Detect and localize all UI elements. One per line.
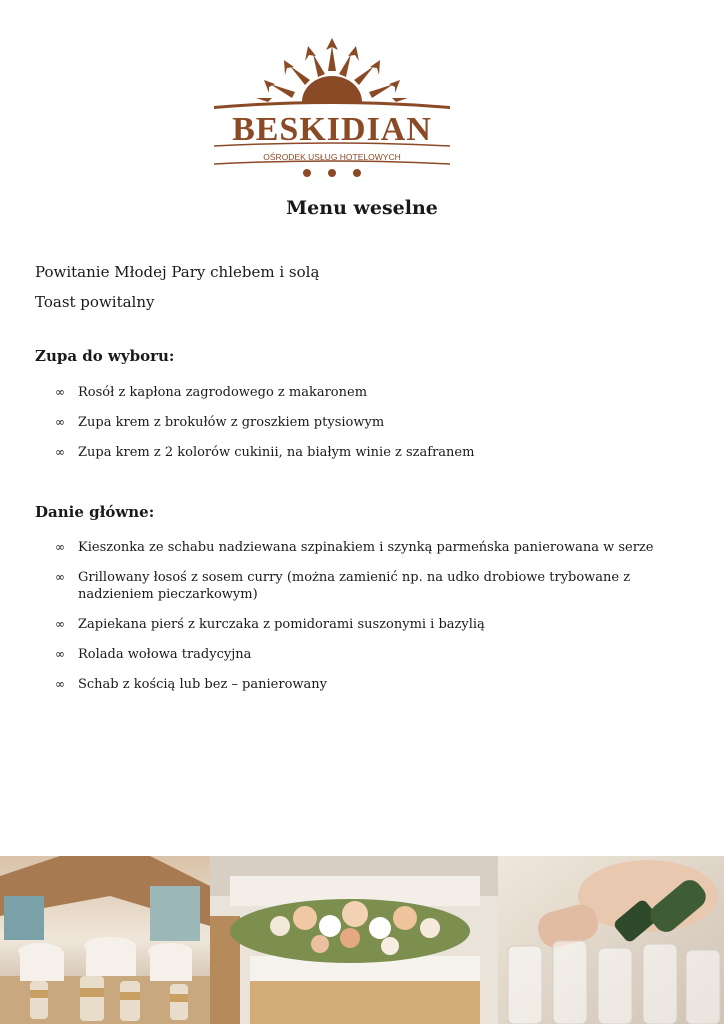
list-item: ∞ Zapiekana pierś z kurczaka z pomidorami suszonymi i bazylią [55,617,485,632]
photo-strip [0,856,724,1024]
page-title: Menu weselne [286,197,438,219]
champagne-pour-photo [498,856,724,1024]
intro-lines [35,257,319,317]
infinity-bullet-icon: ∞ [55,677,65,691]
list-item: ∞ Zupa krem z brokułów z groszkiem ptysiowym [55,415,385,430]
soup-heading: Zupa do wyboru: [35,347,175,365]
main-course-list [55,539,695,706]
infinity-bullet-icon: ∞ [55,540,65,554]
logo-tagline: OŚRODEK USŁUG HOTELOWYCH [263,152,401,162]
intro-line: Toast powitalny [35,293,155,311]
infinity-bullet-icon: ∞ [55,617,65,631]
soup-list [55,384,695,474]
main-course-heading: Danie główne: [35,503,155,521]
infinity-bullet-icon: ∞ [55,415,65,429]
beskidian-logo [210,36,454,181]
logo-wordmark: BESKIDIAN [232,111,432,148]
intro-line: Powitanie Młodej Pary chlebem i solą [35,263,320,281]
infinity-bullet-icon: ∞ [55,385,65,399]
infinity-bullet-icon: ∞ [55,647,65,661]
list-item: ∞ Kieszonka ze schabu nadziewana szpinakiem i szynką parmeńska panierowana w serze [55,540,654,555]
list-item: ∞ Rolada wołowa tradycyjna [55,647,252,662]
list-item: ∞ Rosół z kapłona zagrodowego z makaronem [55,385,368,400]
list-item: ∞ Grillowany łosoś z sosem curry (można zamienić np. na udko drobiowe trybowane z nadzieniem pieczarkowym) [55,570,631,602]
flower-centerpiece-photo [210,856,498,1024]
list-item: ∞ Zupa krem z 2 kolorów cukinii, na białym winie z szafranem [55,445,475,460]
list-item: ∞ Schab z kością lub bez – panierowany [55,677,327,692]
wedding-hall-photo [0,856,210,1024]
infinity-bullet-icon: ∞ [55,570,65,584]
infinity-bullet-icon: ∞ [55,445,65,459]
